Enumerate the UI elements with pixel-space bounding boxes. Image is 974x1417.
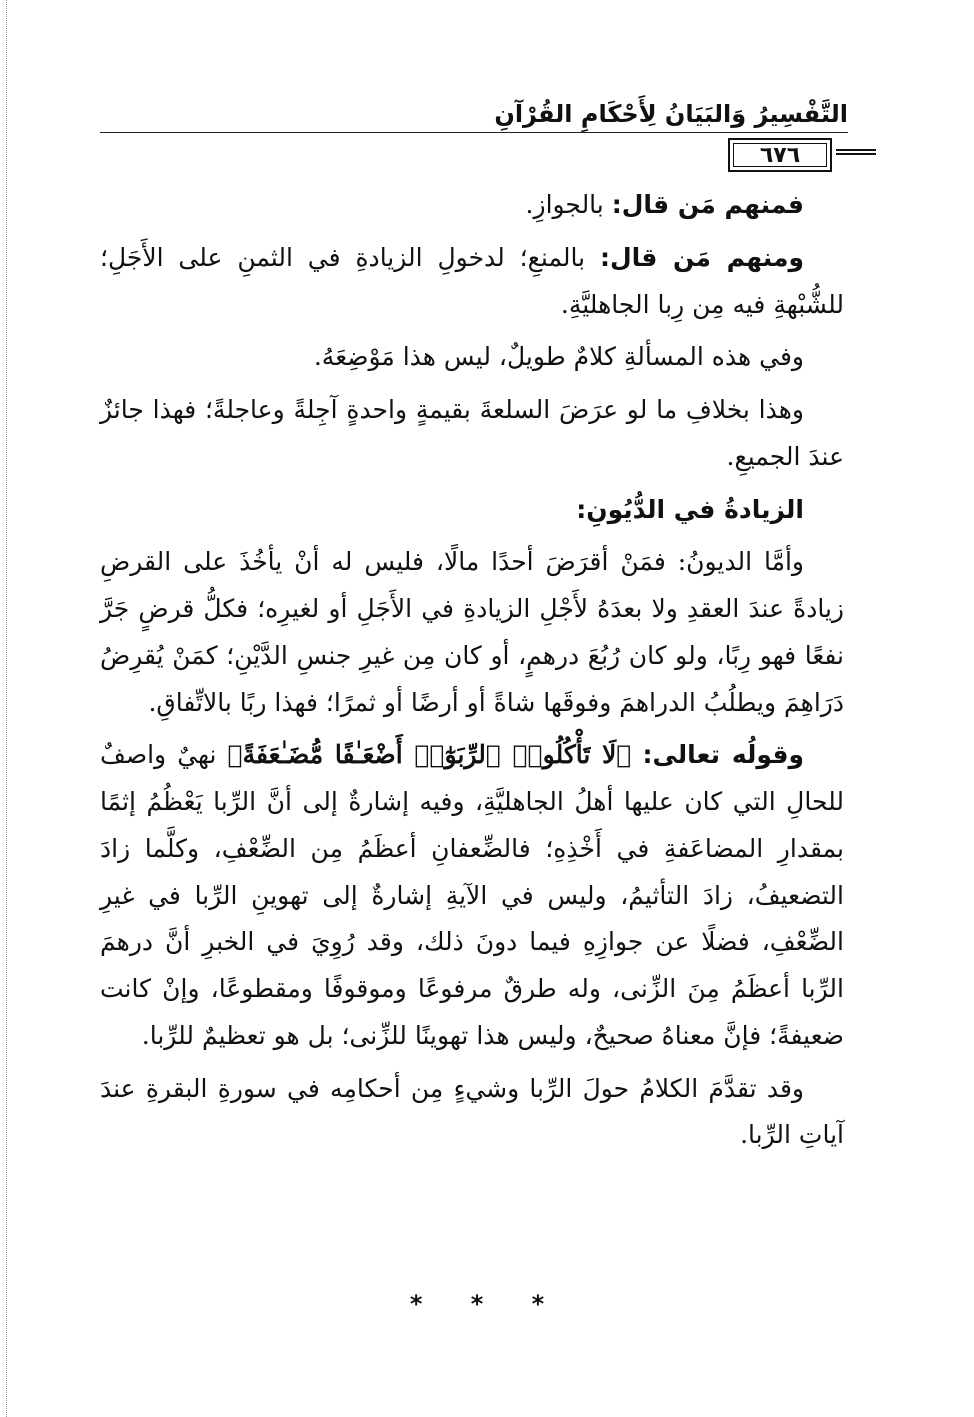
paragraph-lead: فمنهم مَن قال: [611, 190, 804, 219]
paragraph-lead: ومنهم مَن قال: [599, 242, 804, 272]
paragraph-text: وهذا بخلافِ ما لو عرَضَ السلعةَ بقيمةٍ واحدةٍ آجِلةً وعاجلةً؛ فهذا جائزٌ عندَ الجميعِ. [100, 395, 844, 471]
page-edge [0, 0, 7, 1417]
paragraph-text: وفي هذه المسألةِ كلامٌ طويلٌ، ليس هذا مَوْضِعَهُ. [313, 342, 804, 372]
paragraph-text: نهيٌ واصفٌ للحالِ التي كان عليها أهلُ الجاهليَّةِ، وفيه إشارةٌ إلى أنَّ الرِّبا يَعْظُمُ إثمًا بمقدارِ المضاعَفةِ في أَخْذِهِ؛ فالضِّعفانِ أعظَمُ مِن الضِّعْفِ، وكلَّما زادَ التضعيفُ، زادَ التأثيمُ، وليس في الآيةِ إشارةٌ إلى تهوينِ الرِّبا في غيرِ الضِّعْفِ، فضلًا عن جوازِهِ فيما دونَ ذلك، وقد رُوِيَ في الخبرِ أنَّ درهمَ الرِّبا أعظَمُ مِنَ الزِّنى، وله طرقٌ مرفوعًا وموقوفًا ومقطوعًا، وإنْ كانت ضعيفةً؛ فإنَّ معناهُ صحيحٌ، وليس هذا تهوينًا للزِّنى؛ بل هو تعظيمٌ للرِّبا. [100, 740, 844, 1050]
paragraph-lead: وقولُه تعالى: [642, 740, 804, 770]
paragraph [100, 539, 844, 726]
page-body [100, 182, 844, 1165]
quran-verse: ﴿لَا تَأْكُلُوا۟ ٱلرِّبَوٰٓا۟ أَضْعَـٰفًا مُّضَـٰعَفَةً﴾ [227, 740, 632, 770]
paragraph-text: وأمَّا الديونُ: فمَنْ أقرَضَ أحدًا مالًا، فليس له أنْ يأخُذَ على القرضِ زيادةً عندَ العقدِ ولا بعدَهُ لأَجْلِ الزيادةِ في الأَجَلِ أو لغيرِه؛ فكلُّ قرضٍ جَرَّ نفعًا فهو رِبًا، ولو كان رُبُعَ درهمٍ، أو كان مِن غيرِ جنسِ الدَّيْنِ؛ كمَنْ يُقرِضُ دَرَاهِمَ ويطلُبُ الدراهمَ وفوقَها شاةً أو أرضًا أو ثمرًا؛ فهذا ربًا بالاتِّفاقِ. [100, 547, 845, 717]
page-header [100, 96, 848, 166]
running-title: التَّفْسِيرُ وَالبَيَانُ لِأَحْكَامِ القُرْآنِ [494, 100, 848, 128]
paragraph-text: بالجوازِ. [525, 190, 612, 219]
closing-paragraph: وقد تقدَّمَ الكلامُ حولَ الرِّبا وشيءٍ مِن أحكامِه في سورةِ البقرةِ عندَ آياتِ الرِّبا. [100, 1073, 844, 1150]
verse-paragraph [100, 732, 844, 1059]
section-separator: * * * [409, 1290, 565, 1318]
paragraph [100, 387, 844, 481]
header-rule [100, 132, 848, 133]
paragraph-text: بالمنعِ؛ لدخولِ الزيادةِ في الثمنِ على الأَجَلِ؛ للشُّبْهةِ فيه مِن رِبا الجاهليَّةِ. [100, 242, 844, 319]
paragraph [100, 182, 844, 229]
header-double-rule-right [836, 149, 876, 155]
paragraph [100, 235, 844, 329]
section-heading: الزيادةُ في الدُّيُونِ: [576, 494, 804, 524]
page-number-frame [728, 138, 832, 172]
paragraph [100, 334, 844, 381]
page-number: ٦٧٦ [733, 143, 827, 167]
